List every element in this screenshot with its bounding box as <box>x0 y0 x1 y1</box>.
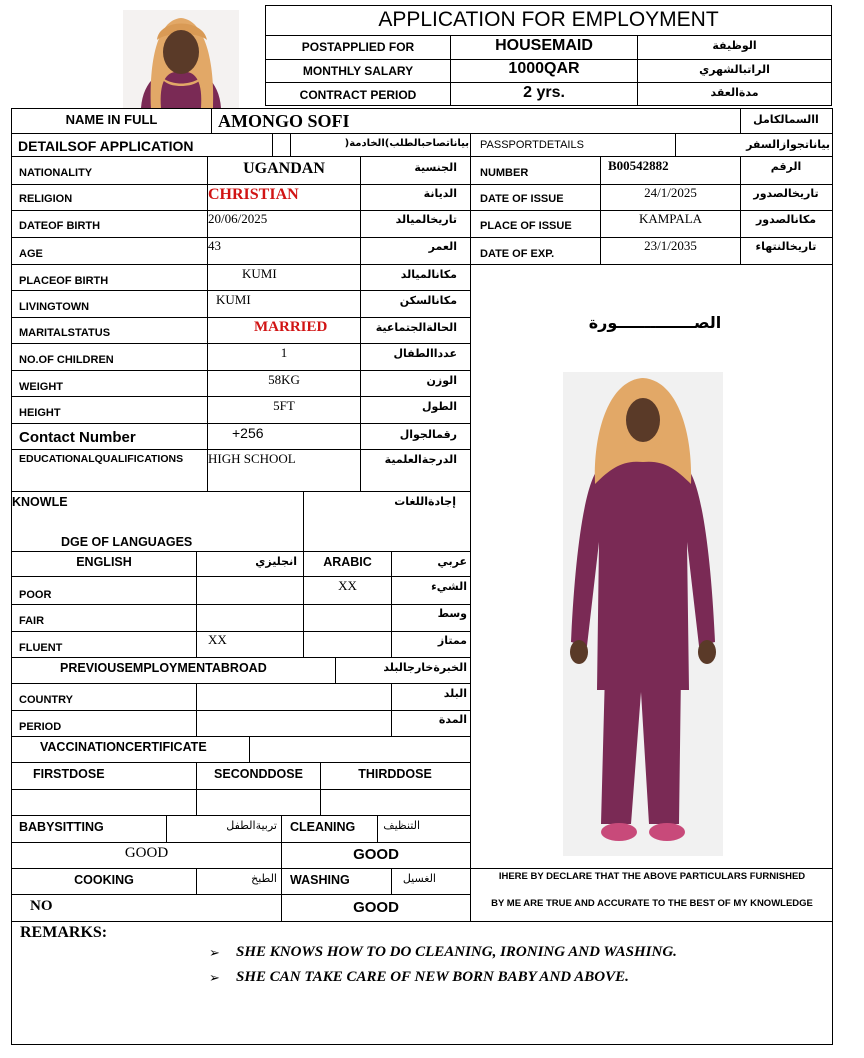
remarks-label: REMARKS: <box>20 924 108 941</box>
passport-arabic: بياناتجوازالسفر <box>746 138 830 151</box>
post-label: POSTAPPLIED FOR <box>301 40 415 54</box>
passport-number-arabic: الرقم <box>770 160 802 173</box>
arabic-arabic: عربي <box>437 555 467 568</box>
dob-arabic: تاريخالميالد <box>395 213 457 226</box>
marital-arabic: الحالةالجتماعية <box>375 321 457 334</box>
contact-value: +256 <box>232 425 264 441</box>
salary-value: 1000QAR <box>508 60 580 77</box>
religion-value: CHRISTIAN <box>208 186 299 203</box>
pob-value: KUMI <box>242 266 277 281</box>
cooking-label: COOKING <box>74 873 134 887</box>
english-arabic: انجليزي <box>255 555 297 568</box>
contract-label: CONTRACT PERIOD <box>299 88 417 102</box>
salary-arabic: الراتبالشهري <box>699 63 770 76</box>
education-value: HIGH SCHOOL <box>208 451 296 466</box>
languages-label-1: KNOWLE <box>12 495 68 509</box>
poor-ar: الشيء <box>431 580 467 593</box>
age-arabic: العمر <box>428 240 457 253</box>
nationality-value: UGANDAN <box>243 160 325 177</box>
passport-number-value: B00542882 <box>608 158 669 173</box>
period-label: PERIOD <box>19 721 62 733</box>
expiry-label: DATE OF EXP. <box>480 248 555 260</box>
education-arabic: الدرجةالعلمية <box>384 453 457 466</box>
issue-date-value: 24/1/2025 <box>644 185 697 200</box>
post-arabic: الوظيفة <box>712 39 757 52</box>
cleaning-value: GOOD <box>353 846 399 863</box>
languages-label-2: DGE OF LANGUAGES <box>61 535 193 549</box>
washing-value: GOOD <box>353 899 399 916</box>
details-arabic: بياناتصاحبالطلب)الخادمة( <box>344 138 469 149</box>
previous-label: PREVIOUSEMPLOYMENTABROAD <box>60 661 267 675</box>
passport-number-label: NUMBER <box>480 167 529 179</box>
livingtown-label: LIVINGTOWN <box>19 301 90 313</box>
education-label: EDUCATIONALQUALIFICATIONS <box>19 453 184 465</box>
height-arabic: الطول <box>421 400 457 413</box>
pob-arabic: مكانالميالد <box>400 268 457 281</box>
contact-label: Contact Number <box>19 429 136 446</box>
expiry-value: 23/1/2035 <box>644 238 697 253</box>
livingtown-value: KUMI <box>216 292 251 307</box>
dob-value: 20/06/2025 <box>208 211 268 226</box>
fluent-english: XX <box>208 632 227 647</box>
contract-arabic: مدةالعقد <box>710 86 759 99</box>
babysitting-arabic: تربيةالطفل <box>226 819 277 832</box>
applicant-photo-full <box>563 372 723 856</box>
name-label: NAME IN FULL <box>65 112 158 127</box>
contract-value: 2 yrs. <box>523 84 565 101</box>
photo-caption: الصــــــــــــــورة <box>588 313 722 332</box>
period-arabic: المدة <box>438 713 467 726</box>
issue-place-label: PLACE OF ISSUE <box>480 220 572 232</box>
first-dose-label: FIRSTDOSE <box>33 767 105 781</box>
post-value: HOUSEMAID <box>495 37 593 54</box>
babysitting-value: GOOD <box>124 845 169 861</box>
livingtown-arabic: مكانالسكن <box>399 294 457 307</box>
expiry-arabic: تاريخالنتهاء <box>755 240 817 253</box>
dob-label: DATEOF BIRTH <box>19 220 101 232</box>
details-label: DETAILSOF APPLICATION <box>18 138 194 154</box>
applicant-photo-small <box>123 10 239 108</box>
religion-arabic: الديانة <box>423 187 457 200</box>
fair-label: FAIR <box>19 615 45 627</box>
religion-label: RELIGION <box>19 193 73 205</box>
country-arabic: البلد <box>443 687 467 700</box>
weight-arabic: الوزن <box>426 374 457 387</box>
fair-ar: وسط <box>437 607 467 620</box>
country-label: COUNTRY <box>19 694 73 706</box>
cleaning-arabic: التنظيف <box>383 819 420 832</box>
marital-value: MARRIED <box>254 319 328 335</box>
name-value: AMONGO SOFI <box>218 111 350 131</box>
children-arabic: عدداالطفال <box>393 347 457 360</box>
pob-label: PLACEOF BIRTH <box>19 275 109 287</box>
name-arabic: االسمالكامل <box>753 113 819 126</box>
passport-label: PASSPORTDETAILS <box>480 139 584 151</box>
children-value: 1 <box>280 345 288 360</box>
washing-arabic: الغسيل <box>402 872 436 885</box>
remark-item-1: SHE KNOWS HOW TO DO CLEANING, IRONING AND WASHING. <box>236 944 677 960</box>
weight-label: WEIGHT <box>19 381 63 393</box>
third-dose-label: THIRDDOSE <box>358 767 432 781</box>
declaration-line-2: BY ME ARE TRUE AND ACCURATE TO THE BEST OF MY KNOWLEDGE <box>491 898 813 909</box>
age-label: AGE <box>19 248 43 260</box>
issue-date-arabic: تاريخالصدور <box>753 187 819 200</box>
poor-arabic: XX <box>338 578 357 593</box>
remark-item-2: SHE CAN TAKE CARE OF NEW BORN BABY AND ABOVE. <box>236 969 629 985</box>
salary-label: MONTHLY SALARY <box>302 64 414 78</box>
declaration-line-1: IHERE BY DECLARE THAT THE ABOVE PARTICULARS FURNISHED <box>498 871 806 882</box>
fluent-label: FLUENT <box>19 642 63 654</box>
languages-arabic: إجادةاللغات <box>394 495 456 508</box>
marital-label: MARITALSTATUS <box>19 327 111 339</box>
babysitting-label: BABYSITTING <box>19 820 104 834</box>
children-label: NO.OF CHILDREN <box>19 354 114 366</box>
cleaning-label: CLEANING <box>290 820 356 834</box>
english-label: ENGLISH <box>76 555 132 569</box>
remark-bullet-icon: ➢ <box>209 945 220 960</box>
nationality-arabic: الجنسية <box>414 161 457 174</box>
issue-place-value: KAMPALA <box>638 211 703 226</box>
fluent-ar: ممتاز <box>437 634 467 647</box>
issue-place-arabic: مكانالصدور <box>755 213 817 226</box>
age-value: 43 <box>208 238 221 253</box>
poor-label: POOR <box>19 589 52 601</box>
cooking-arabic: الطبخ <box>251 872 277 885</box>
height-label: HEIGHT <box>19 407 61 419</box>
nationality-label: NATIONALITY <box>19 167 93 179</box>
contact-arabic: رقمالجوال <box>399 428 457 441</box>
previous-arabic: الخبرةخارجالبلد <box>383 661 467 674</box>
cooking-value: NO <box>30 898 53 914</box>
remark-bullet-icon: ➢ <box>209 970 220 985</box>
arabic-label: ARABIC <box>323 555 372 569</box>
issue-date-label: DATE OF ISSUE <box>480 193 564 205</box>
weight-value: 58KG <box>268 372 300 387</box>
height-value: 5FT <box>273 398 295 413</box>
second-dose-label: SECONDDOSE <box>214 767 303 781</box>
vaccination-label: VACCINATIONCERTIFICATE <box>40 740 207 754</box>
washing-label: WASHING <box>290 873 350 887</box>
header-title: APPLICATION FOR EMPLOYMENT <box>378 8 719 31</box>
